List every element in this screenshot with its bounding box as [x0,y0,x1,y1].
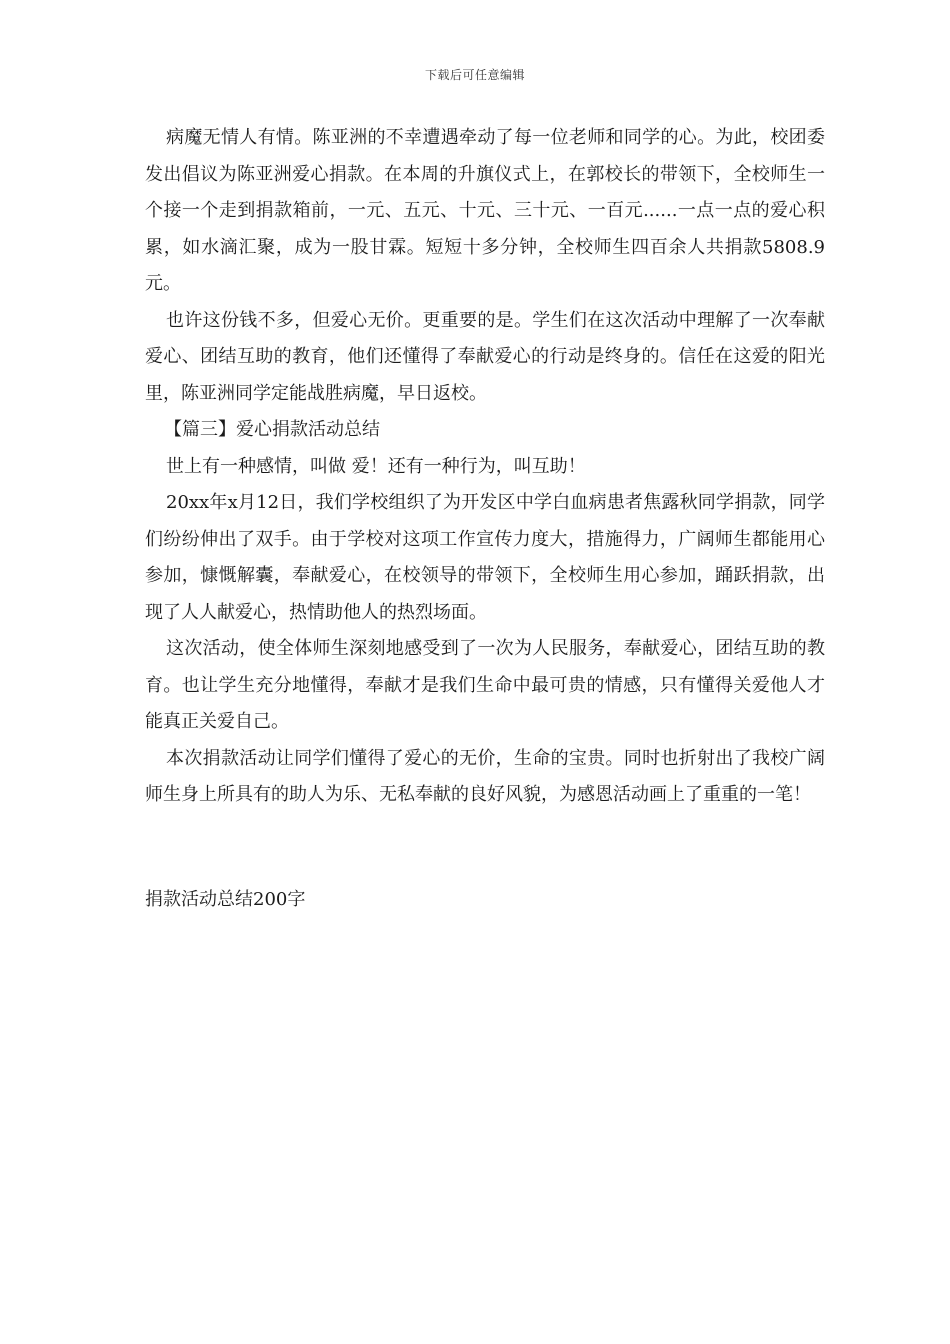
paragraph-mutual-help: 世上有一种感情，叫做 爱！还有一种行为，叫互助！ [166,455,586,477]
page-header: 下载后可任意编辑 [424,68,525,82]
paragraph-education-effect: 这次活动，使全体师生深刻地感受到了一次为人民服务，奉献爱心，团结互助的教育。也让学生充分地懂得，奉献才是我们生命中最可贵的情感，只有懂得关爱他人才能真正关爱自己。 [145,638,825,732]
section-heading-part-three: 【篇三】爱心捐款活动总结 [164,419,380,440]
paragraph-love-priceless: 也许这份钱不多，但爱心无价。更重要的是。学生们在这次活动中理解了一次奉献爱心、团结互助的教育，他们还懂得了奉献爱心的行动是终身的。信任在这爱的阳光里，陈亚洲同学定能战胜病魔，早日返校。 [145,309,825,404]
paragraph-conclusion: 本次捐款活动让同学们懂得了爱心的无价，生命的宝贵。同时也折射出了我校广阔师生身上所具有的助人为乐、无私奉献的良好风貌，为感恩活动画上了重重的一笔！ [145,747,825,805]
paragraph-school-donation: 20xx年x月12日，我们学校组织了为开发区中学白血病患者焦露秋同学捐款，同学们纷纷伸出了双手。由于学校对这项工作宣传力度大，措施得力，广阔师生都能用心参加，慷慨解囊，奉献爱心，在校领导的带领下，全校师生用心参加，踊跃捐款，出现了人人献爱心，热情助他人的热烈场面。 [145,492,825,623]
document-body [145,120,825,814]
paragraph-donation-event: 病魔无情人有情。陈亚洲的不幸遭遇牵动了每一位老师和同学的心。为此，校团委发出倡议为陈亚洲爱心捐款。在本周的升旗仪式上，在郭校长的带领下，全校师生一个接一个走到捐款箱前，一元、五元、十元、三十元、一百元......一点一点的爱心积累，如水滴汇聚，成为一股甘霖。短短十多分钟，全校师生四百余人共捐款5808.9元。 [145,127,825,294]
document-title-footer: 捐款活动总结200字 [145,889,306,910]
